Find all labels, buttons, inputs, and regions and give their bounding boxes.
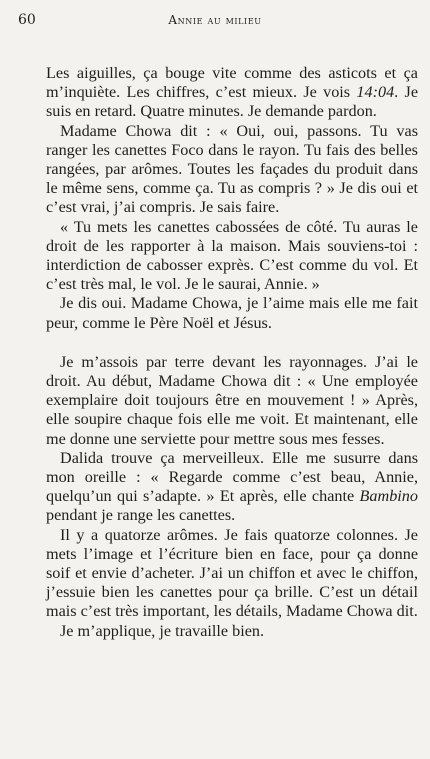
time-reading: 14:04 (356, 83, 395, 102)
paragraph-text: . Je suis en retard. Quatre minutes. Je demande pardon. (46, 83, 419, 121)
paragraph: « Tu mets les canettes cabossées de côté. Tu auras le droit de les rapporter à la maison. Mais souviens-toi : interdiction de cabosser exprès. C’est comme du vol. Et c’est très mal, le vol. Je le saurai, Annie. » (46, 217, 418, 294)
paragraph: Je dis oui. Madame Chowa, je l’aime mais elle me fait peur, comme le Père Noël et Jésus. (46, 294, 418, 332)
paragraph-text: pendant je range les canettes. (46, 506, 236, 525)
body-text (46, 64, 418, 641)
page-number: 60 (18, 12, 36, 28)
paragraph-text: Les aiguilles, ça bouge vite comme des asticots et ça m’inquiète. Les chiffres, c’est mieux. Je vois (46, 64, 418, 102)
running-head: Annie au milieu (168, 13, 262, 27)
paragraph: Je m’applique, je travaille bien. (60, 621, 265, 640)
paragraph (46, 64, 418, 122)
paragraph-text: Dalida trouve ça merveilleux. Elle me susurre dans mon oreille : « Regarde comme c’est beau, Annie, quelqu’un qui s’adapte. » Et après, elle chante (46, 448, 418, 506)
song-title: Bambino (359, 487, 418, 506)
paragraph: Madame Chowa dit : « Oui, oui, passons. Tu vas ranger les canettes Foco dans le rayon. Tu fais des belles rangées, par arômes. Toutes les façades du produit dans le même sens, comme ça. Tu as compris ? » Je dis oui et c’est vrai, j’ai compris. Je sais faire. (46, 121, 418, 217)
paragraph: Je m’assois par terre devant les rayonnages. J’ai le droit. Au début, Madame Chowa dit : « Une employée exemplaire doit toujours être en mouvement ! » Après, elle soupire chaque fois elle me voit. Et maintenant, elle me donne une serviette pour mettre sous mes fesses. (46, 352, 418, 448)
paragraph (46, 449, 418, 526)
paragraph: Il y a quatorze arômes. Je fais quatorze colonnes. Je mets l’image et l’écriture bien en face, pour ça donne soif et envie d’acheter. J’ai un chiffon et avec le chiffon, j’essuie bien les canettes pour ça brille. C’est un détail mais c’est très important, les détails, Madame Chowa dit. (46, 525, 418, 621)
